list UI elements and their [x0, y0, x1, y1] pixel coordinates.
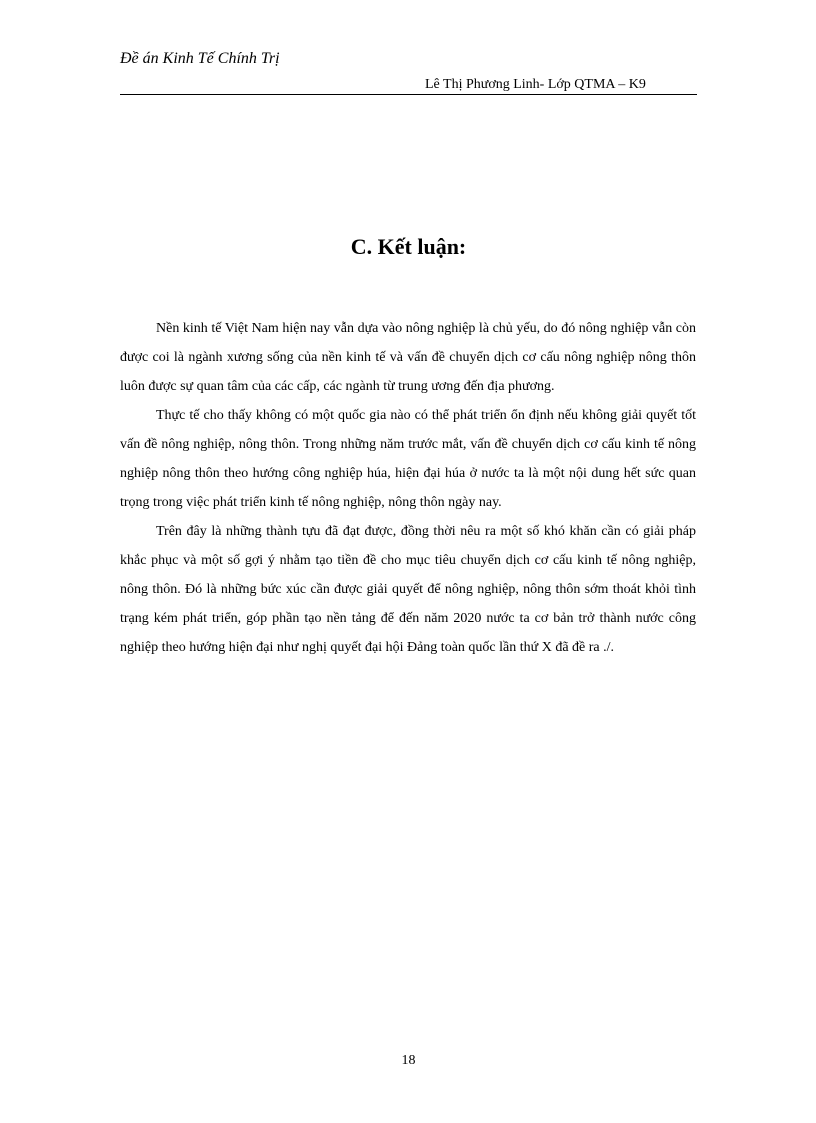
- body-text: [120, 314, 696, 662]
- section-title: C. Kết luận:: [350, 234, 467, 259]
- paragraph-2: Thực tế cho thấy không có một quốc gia nào có thể phát triển ổn định nếu không giải quyết tốt vấn đề nông nghiệp, nông thôn. Trong những năm trước mắt, vấn đề chuyển dịch cơ cấu kinh tế nông nghiệp nông thôn theo hướng công nghiệp húa, hiện đại húa ở nước ta là một nội dung hết sức quan trọng trong việc phát triển kinh tế nông nghiệp, nông thôn ngày nay.: [120, 408, 696, 510]
- paragraph-3: Trên đây là những thành tựu đã đạt được, đồng thời nêu ra một số khó khăn cần có giải pháp khắc phục và một số gợi ý nhằm tạo tiền đề cho mục tiêu chuyển dịch cơ cấu kinh tế nông nghiệp, nông thôn. Đó là những bức xúc cần được giải quyết để nông nghiệp, nông thôn sớm thoát khỏi tình trạng kém phát triển, góp phần tạo nền tảng để đến năm 2020 nước ta cơ bản trở thành nước công nghiệp theo hướng hiện đại như nghị quyết đại hội Đảng toàn quốc lần thứ X đã đề ra ./.: [120, 524, 696, 655]
- header-divider: [120, 94, 697, 95]
- document-header-author: Lê Thị Phương Linh- Lớp QTMA – K9: [425, 77, 646, 92]
- paragraph-1: Nền kinh tế Việt Nam hiện nay vẫn dựa vào nông nghiệp là chủ yếu, do đó nông nghiệp vẫn còn được coi là ngành xương sống của nền kinh tế và vấn đề chuyển dịch cơ cấu nông nghiệp nông thôn luôn được sự quan tâm của các cấp, các ngành từ trung ương đến địa phương.: [120, 321, 696, 394]
- document-header-title: Đề án Kinh Tế Chính Trị: [120, 50, 280, 67]
- page-number: 18: [401, 1053, 416, 1068]
